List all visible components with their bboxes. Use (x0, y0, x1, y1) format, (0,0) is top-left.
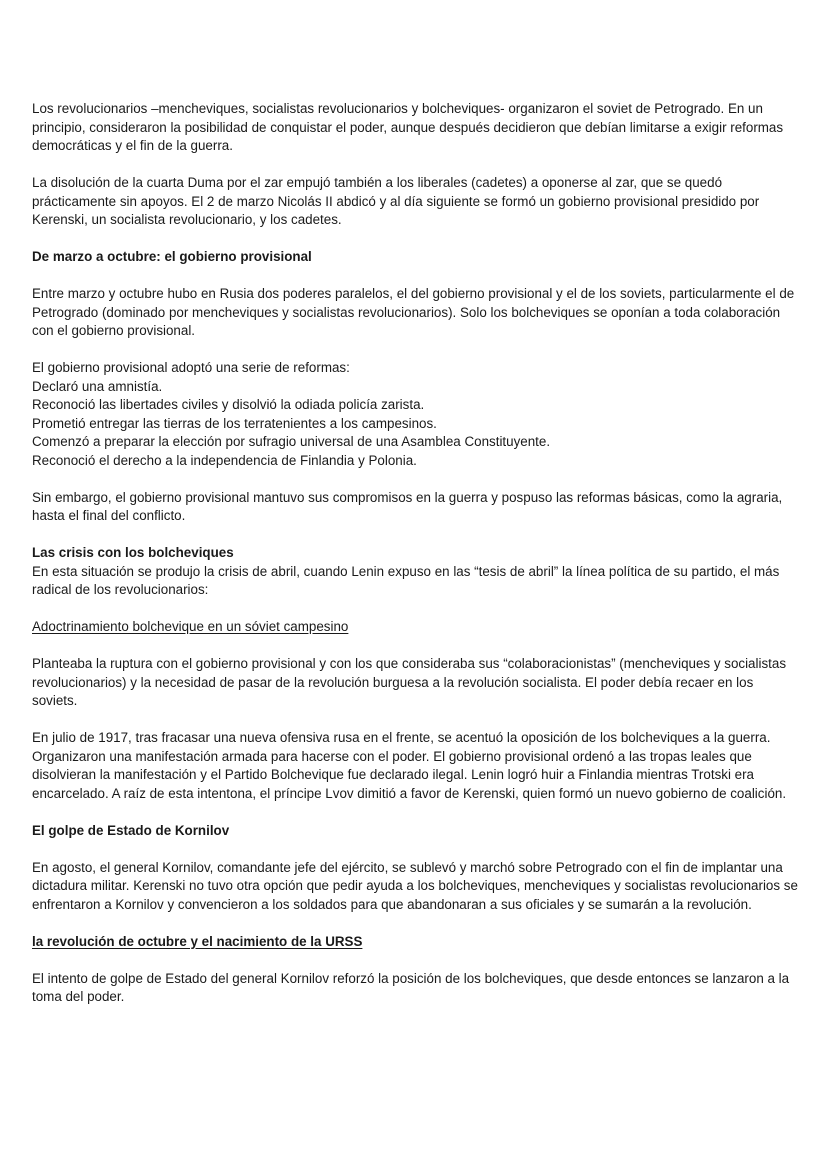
heading-crisis-bolcheviques: Las crisis con los bolcheviques (32, 545, 234, 560)
paragraph-julio-1917: En julio de 1917, tras fracasar una nueva ofensiva rusa en el frente, se acentuó la oposición de los bolcheviques a la guerra. Organizaron una manifestación armada para hacerse con el poder. El gobierno provisional ordenó a las tropas leales que disolvieran la manifestación y el Partido Bolchevique fue declarado ilegal. Lenin logró huir a Finlandia mientras Trotski era encarcelado. A raíz de esta intentona, el príncipe Lvov dimitió a favor de Kerenski, quien formó un nuevo gobierno de coalición. (32, 730, 787, 801)
reform-item: Reconoció las libertades civiles y disolvió la odiada policía zarista. (32, 397, 425, 412)
reforms-list (32, 359, 802, 470)
reform-item: Comenzó a preparar la elección por sufragio universal de una Asamblea Constituyente. (32, 434, 551, 449)
link-text[interactable]: Adoctrinamiento bolchevique en un sóviet campesino (32, 619, 349, 634)
reform-item: Prometió entregar las tierras de los terratenientes a los campesinos. (32, 415, 437, 431)
heading-golpe-kornilov: El golpe de Estado de Kornilov (32, 822, 230, 838)
heading-revolucion-octubre-text: la revolución de octubre y el nacimiento de la URSS (32, 933, 363, 949)
reform-item: Reconoció el derecho a la independencia de Finlandia y Polonia. (32, 452, 417, 468)
document-page (32, 100, 802, 1025)
paragraph-sin-embargo: Sin embargo, el gobierno provisional mantuvo sus compromisos en la guerra y pospuso las reformas básicas, como la agraria, hasta el final del conflicto. (32, 489, 783, 523)
paragraph-ruptura: Planteaba la ruptura con el gobierno provisional y con los que consideraba sus “colaboracionistas” (mencheviques y socialistas revolucionarios) y la necesidad de pasar de la revolución burguesa a la revolución socialista. El poder debía recaer en los soviets. (32, 656, 787, 708)
paragraph-dos-poderes: Entre marzo y octubre hubo en Rusia dos poderes paralelos, el del gobierno provisional y el de los soviets, particularmente el de Petrogrado (dominado por mencheviques y socialistas revolucionarios). Solo los bolcheviques se oponían a toda colaboración con el gobierno provisional. (32, 286, 795, 338)
paragraph-intento-golpe: El intento de golpe de Estado del general Kornilov reforzó la posición de los bolcheviques, que desde entonces se lanzaron a la toma del poder. (32, 970, 790, 1004)
paragraph-duma: La disolución de la cuarta Duma por el zar empujó también a los liberales (cadetes) a oponerse al zar, que se quedó prácticamente sin apoyos. El 2 de marzo Nicolás II abdicó y al día siguiente se formó un gobierno provisional presidido por Kerenski, un socialista revolucionario, y los cadetes. (32, 175, 760, 227)
heading-gobierno-provisional: De marzo a octubre: el gobierno provisional (32, 249, 312, 264)
reform-item: Declaró una amnistía. (32, 378, 163, 394)
link-adoctrinamiento[interactable] (32, 618, 802, 637)
heading-revolucion-octubre (32, 933, 802, 952)
paragraph-crisis-abril: En esta situación se produjo la crisis de abril, cuando Lenin expuso en las “tesis de abril” la línea política de su partido, el más radical de los revolucionarios: (32, 563, 780, 597)
paragraph-soviet: Los revolucionarios –mencheviques, socialistas revolucionarios y bolcheviques- organizaron el soviet de Petrogrado. En un principio, consideraron la posibilidad de conquistar el poder, aunque después decidieron que debían limitarse a exigir reformas democráticas y el fin de la guerra. (32, 101, 784, 153)
reforms-intro: El gobierno provisional adoptó una serie de reformas: (32, 360, 350, 375)
paragraph-agosto: En agosto, el general Kornilov, comandante jefe del ejército, se sublevó y marchó sobre Petrogrado con el fin de implantar una dictadura militar. Kerenski no tuvo otra opción que pedir ayuda a los bolcheviques, mencheviques y socialistas revolucionarios se enfrentaron a Kornilov y convencieron a los soldados para que abandonaran a sus oficiales y se sumarán a la revolución. (32, 859, 798, 912)
